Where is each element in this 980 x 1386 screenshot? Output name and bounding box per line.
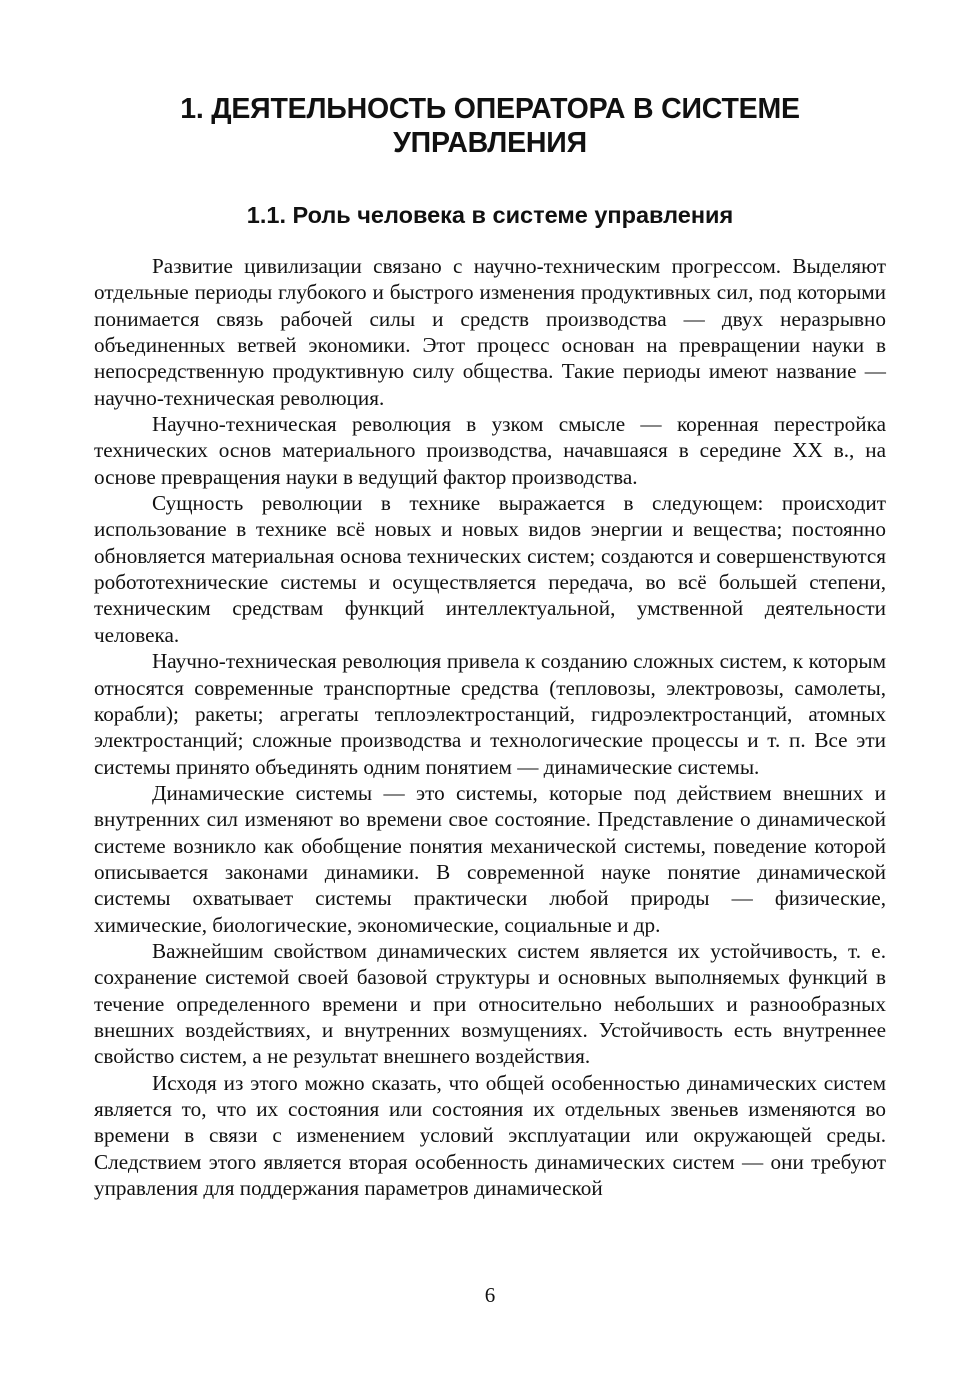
paragraph: Научно-техническая революция привела к созданию сложных систем, к которым относятся современные транспортные средства (тепловозы, электровозы, самолеты, корабли); ракеты; агрегаты теплоэлектростанций, гидроэлектростанций, атомных электростанций; сложные производства и технологические процессы и т. п. Все эти системы принято объединять одним понятием — динамические системы. — [94, 649, 886, 779]
chapter-title-line-2: УПРАВЛЕНИЯ — [393, 127, 587, 159]
paragraph: Научно-техническая революция в узком смысле — коренная перестройка технических основ материального производства, начавшаяся в середине XX в., на основе превращения науки в ведущий фактор производства. — [94, 412, 886, 489]
document-page — [94, 0, 886, 1386]
paragraph: Исходя из этого можно сказать, что общей особенностью динамических систем является то, что их состояния или состояния их отдельных звеньев изменяются во времени в связи с изменением условий эксплуатации или окружающей среды. Следствием этого является вторая особенность динамических систем — они требуют управления для поддержания параметров динамической — [94, 1070, 886, 1201]
paragraph: Сущность революции в технике выражается в следующем: происходит использование в технике всё новых и новых видов энергии и вещества; постоянно обновляется материальная основа технических систем; создаются и совершенствуются робототехнические системы и осуществляется передача, во всё большей степени, техническим средствам функций интеллектуальной, умственной деятельности человека. — [94, 491, 886, 647]
page-number: 6 — [484, 1283, 496, 1307]
body-text — [94, 253, 886, 1201]
chapter-title-line-1: 1. ДЕЯТЕЛЬНОСТЬ ОПЕРАТОРА В СИСТЕМЕ — [180, 93, 800, 125]
section-title: 1.1. Роль человека в системе управления — [246, 202, 734, 228]
paragraph: Важнейшим свойством динамических систем является их устойчивость, т. е. сохранение системой своей базовой структуры и основных выполняемых функций в течение определенного времени и при относительно небольших и разнообразных внешних воздействиях, и внутренних возмущениях. Устойчивость есть внутреннее свойство систем, а не результат внешнего воздействия. — [94, 938, 886, 1069]
paragraph: Развитие цивилизации связано с научно-техническим прогрессом. Выделяют отдельные периоды глубокого и быстрого изменения продуктивных сил, под которыми понимается связь рабочей силы и средств производства — двух неразрывно объединенных ветвей экономики. Этот процесс основан на превращении науки в непосредственную продуктивную силу общества. Такие периоды имеют название — научно-техническая революция. — [94, 254, 886, 410]
chapter-title — [94, 92, 886, 160]
paragraph: Динамические системы — это системы, которые под действием внешних и внутренних сил изменяют во времени свое состояние. Представление о динамической системе возникло как обобщение понятия механической системы, поведение которой описывается законами динамики. В современной науке понятие динамической системы охватывает системы практически любой природы — физические, химические, биологические, экономические, социальные и др. — [94, 780, 886, 937]
